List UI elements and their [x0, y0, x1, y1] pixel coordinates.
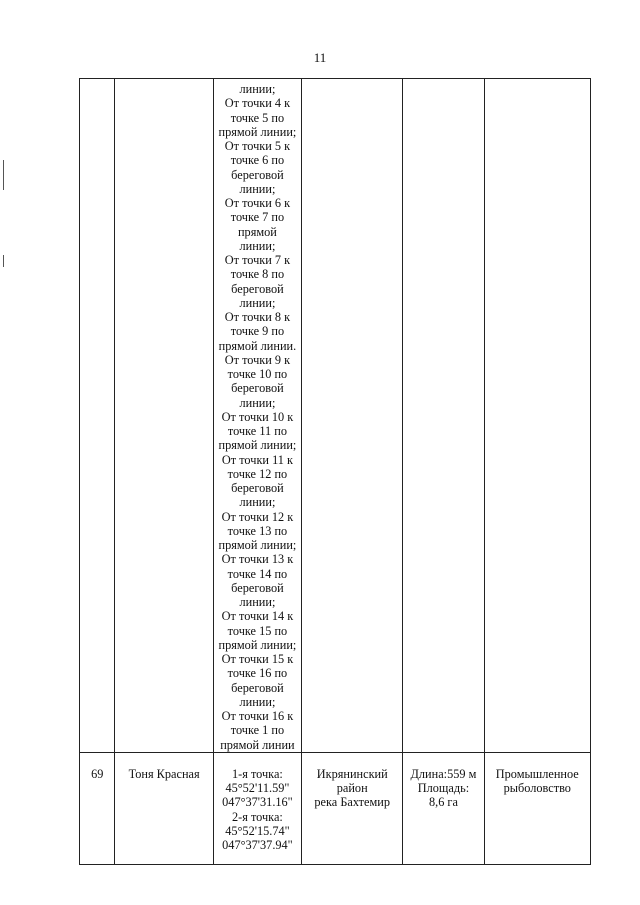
- route-line: точке 1 по: [230, 723, 285, 738]
- document-table: [79, 78, 591, 865]
- route-line: От точки 5 к: [224, 139, 291, 153]
- route-line: прямой линии;: [218, 637, 297, 652]
- route-line: линии;: [239, 395, 276, 410]
- route-line: От точки 11 к: [221, 452, 293, 467]
- coordinate-line: 047°37'37.94": [222, 838, 293, 852]
- route-line: точке 11 по: [227, 424, 287, 438]
- route-line: линии;: [239, 495, 276, 510]
- page-number: 11: [313, 50, 327, 65]
- route-line: береговой: [231, 281, 284, 296]
- size-cell: [403, 752, 484, 864]
- number-cell: [80, 752, 115, 864]
- size-cell: [403, 79, 484, 753]
- route-cell: [213, 79, 301, 753]
- route-line: прямой линии;: [218, 538, 297, 552]
- size-line: Площадь:: [417, 781, 470, 795]
- purpose-line: Промышленное: [495, 766, 579, 781]
- route-line: прямой линии;: [218, 124, 297, 139]
- route-line: береговой: [231, 680, 284, 695]
- route-line: точке 9 по: [230, 324, 285, 339]
- route-line: точке 14 по: [227, 566, 288, 581]
- location-line: Икрянинский: [316, 766, 388, 781]
- location-cell: [302, 752, 403, 864]
- site-name: Тоня Красная: [128, 766, 200, 781]
- route-line: береговой: [231, 167, 284, 182]
- table-row: [80, 79, 591, 753]
- route-line: линии;: [239, 82, 276, 96]
- coordinate-line: 45°52'15.74": [225, 823, 290, 838]
- route-line: точке 13 по: [227, 523, 288, 538]
- coordinate-line: 047°37'31.16": [222, 795, 293, 810]
- route-line: береговой: [231, 481, 284, 495]
- route-line: точке 5 по: [230, 110, 285, 125]
- route-line: прямой: [237, 224, 277, 239]
- location-line: река Бахтемир: [314, 795, 391, 810]
- route-line: линии;: [239, 295, 276, 310]
- route-line: линии;: [239, 181, 276, 196]
- route-line: точке 8 по: [230, 267, 285, 282]
- margin-mark: [3, 160, 4, 190]
- route-line: От точки 9 к: [224, 352, 291, 367]
- purpose-cell: [484, 79, 590, 753]
- route-line: прямой линии;: [218, 438, 297, 453]
- location-line: район: [336, 781, 368, 795]
- row-number: 69: [91, 766, 104, 781]
- route-line: От точки 16 к: [221, 709, 294, 723]
- route-line: береговой: [231, 580, 284, 595]
- route-line: точке 6 по: [230, 153, 285, 168]
- route-line: точке 15 по: [227, 623, 288, 638]
- route-line: береговой: [231, 381, 284, 396]
- route-line: От точки 13 к: [221, 552, 294, 567]
- route-line: прямой линии: [220, 737, 295, 752]
- route-line: линии;: [239, 694, 276, 709]
- route-line: линии;: [239, 238, 276, 253]
- coordinate-line: 2-я точка:: [231, 809, 283, 824]
- route-line: От точки 12 к: [221, 509, 294, 524]
- route-line: линии;: [239, 595, 276, 609]
- route-line: От точки 10 к: [221, 409, 294, 424]
- name-cell: [115, 752, 213, 864]
- size-line: Длина:559 м: [410, 766, 477, 781]
- route-line: точке 7 по: [230, 210, 285, 225]
- location-cell: [302, 79, 403, 753]
- route-line: От точки 6 к: [224, 196, 291, 210]
- size-line: 8,6 га: [428, 795, 458, 810]
- route-line: От точки 4 к: [224, 96, 291, 111]
- margin-mark: [3, 255, 4, 267]
- route-line: От точки 15 к: [221, 652, 294, 666]
- route-line: От точки 8 к: [224, 310, 291, 324]
- coordinate-line: 45°52'11.59": [225, 781, 290, 795]
- coordinate-line: 1-я точка:: [231, 766, 283, 781]
- route-line: От точки 7 к: [224, 253, 291, 267]
- purpose-line: рыболовство: [503, 781, 571, 795]
- route-line: прямой линии.: [218, 338, 297, 353]
- name-cell: [115, 79, 213, 753]
- purpose-cell: [484, 752, 590, 864]
- route-line: точке 10 по: [227, 367, 288, 381]
- table-row: [80, 752, 591, 864]
- route-line: От точки 14 к: [221, 609, 294, 624]
- coordinates-cell: [213, 752, 301, 864]
- number-cell: [80, 79, 115, 753]
- route-line: точке 16 по: [227, 666, 288, 681]
- route-line: точке 12 по: [227, 466, 288, 481]
